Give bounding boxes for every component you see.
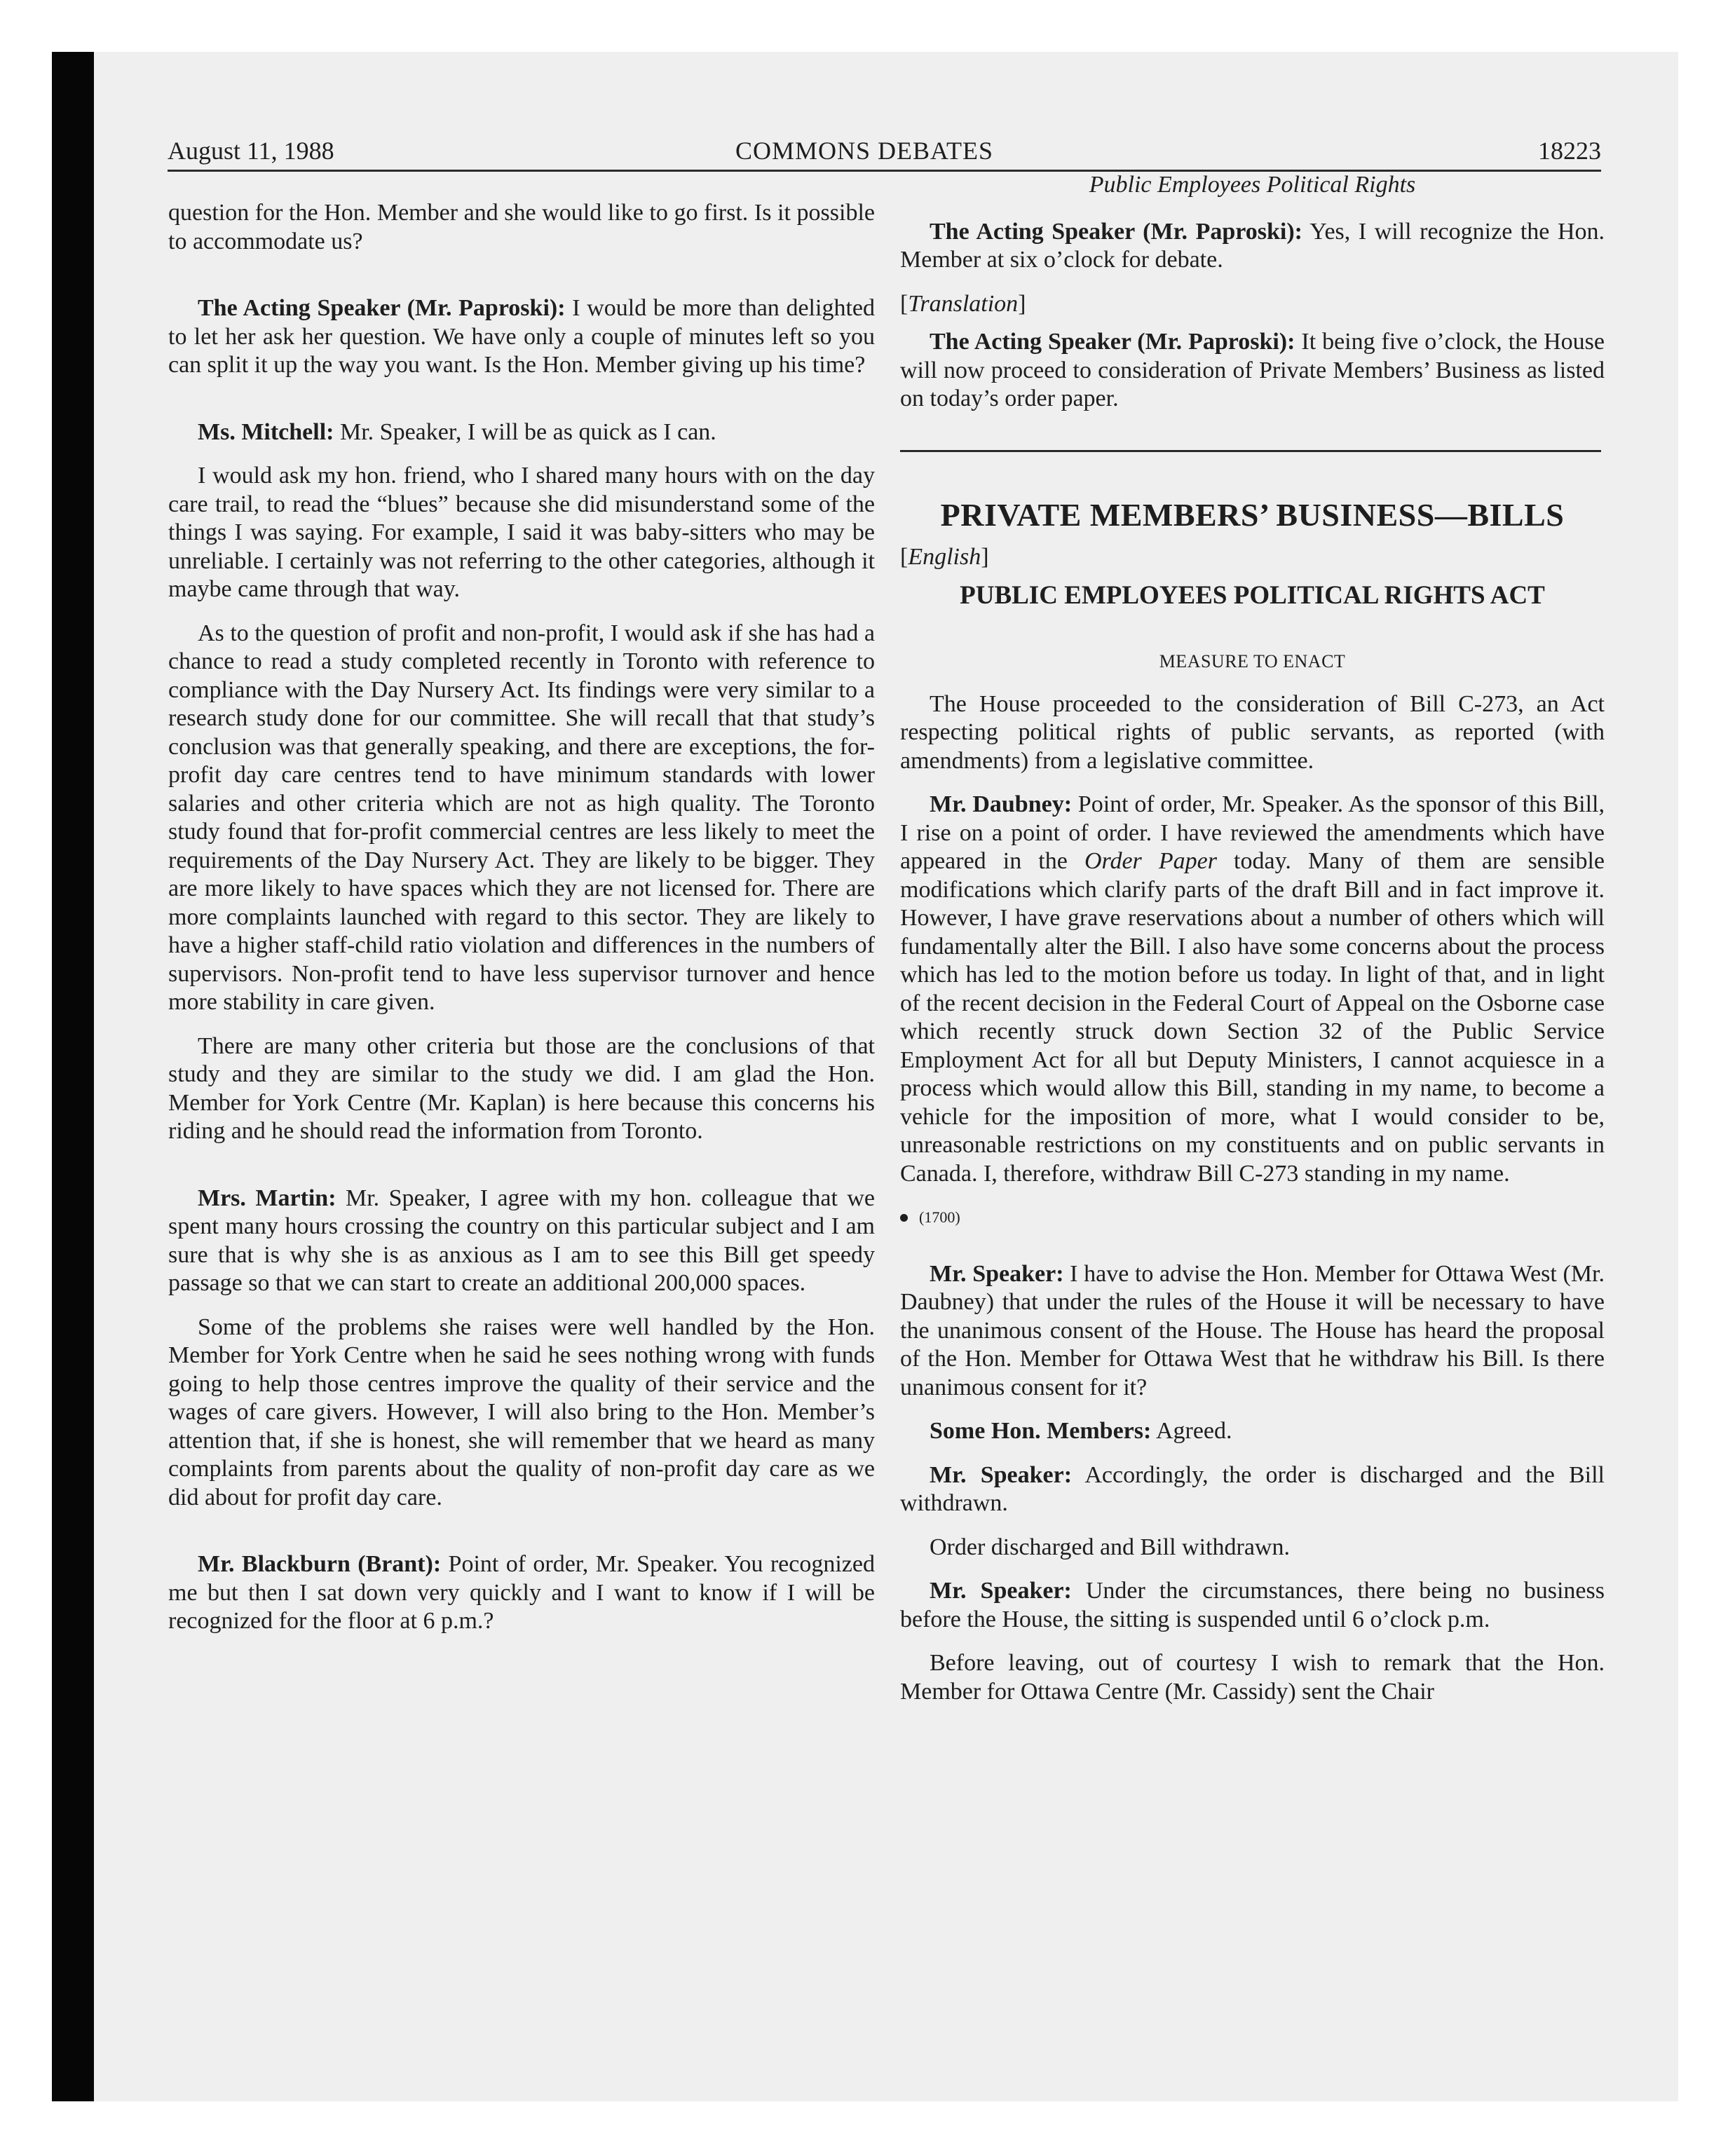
paragraph [168, 1550, 875, 1636]
translation-tag-text: Translation [908, 290, 1019, 317]
paragraph-text: Agreed. [1151, 1418, 1232, 1444]
time-mark [900, 1203, 1605, 1232]
speaker-name: Mr. Daubney: [930, 791, 1073, 817]
header-date: August 11, 1988 [168, 137, 334, 165]
speaker-name: Mrs. Martin: [198, 1185, 336, 1211]
paragraph [900, 1417, 1605, 1446]
paragraph-text: There are many other criteria but those are the conclusions of that study and they are similar to the study we did. I am glad the Hon. Member for York Centre (Mr. Kaplan) is here because this concerns his riding and he should read the information from Toronto. [168, 1032, 875, 1144]
paragraph-text: Before leaving, out of courtesy I wish to remark that the Hon. Member for Ottawa Centre (Mr. Cassidy) sent the Chair [900, 1650, 1605, 1705]
paragraph [168, 1185, 875, 1298]
left-column [168, 199, 875, 1651]
paragraph-text: It being five o’clock, the House will now proceed to consideration of Private Members’ Business as listed on today’s order paper. [900, 329, 1605, 411]
header-page-number: 18223 [1538, 137, 1601, 165]
paragraph-text: I would ask my hon. friend, who I shared many hours with on the day care trail, to read the “blues” because she did misunderstand some of the things I was saying. For example, I said it was baby-sitters who may be unreliable. I certainly was not referring to the other categories, although it maybe came through that way. [168, 463, 875, 602]
speaker-name: The Acting Speaker (Mr. Paproski): [930, 329, 1295, 355]
header-title: COMMONS DEBATES [735, 137, 994, 165]
paragraph-text: Order discharged and Bill withdrawn. [930, 1534, 1290, 1560]
time-mark-text: (1700) [919, 1208, 960, 1226]
paragraph-text: Point of order, Mr. Speaker. You recognized me but then I sat down very quickly and I want to know if I will be recognized for the floor at 6 p.m.? [168, 1551, 875, 1634]
intro-paragraph: The House proceeded to the consideration of Bill C-273, an Act respecting political rights of public servants, as reported (with amendments) from a legislative committee. [900, 690, 1605, 774]
english-tag-text: English [908, 544, 981, 570]
speaker-name: Ms. Mitchell: [198, 418, 334, 445]
page-header [168, 128, 1601, 172]
measure-heading: MEASURE TO ENACT [1159, 651, 1346, 671]
right-top-paragraphs [900, 218, 1605, 275]
section-divider [900, 450, 1601, 452]
speaker-name: Mr. Speaker: [930, 1461, 1073, 1488]
binding-shadow [52, 52, 94, 2101]
paragraph [900, 1461, 1605, 1518]
paragraph [900, 328, 1605, 414]
translation-tag: [Translation] [900, 290, 1026, 317]
daubney-italic: Order Paper [1084, 848, 1217, 874]
daubney-paragraph [900, 791, 1605, 1188]
speaker-name: The Acting Speaker (Mr. Paproski): [198, 295, 566, 321]
paragraph [168, 1032, 875, 1146]
paragraph-text: Mr. Speaker, I will be as quick as I can. [334, 418, 716, 445]
paragraph [168, 462, 875, 604]
paragraph [168, 1314, 875, 1513]
paragraph-text: Under the circumstances, there being no business before the House, the sitting is suspended until 6 o’clock p.m. [900, 1578, 1605, 1632]
paragraph [168, 620, 875, 1017]
subsection-title: PUBLIC EMPLOYEES POLITICAL RIGHTS ACT [960, 580, 1545, 610]
paragraph [168, 418, 875, 447]
running-title: Public Employees Political Rights [1089, 172, 1416, 198]
paragraph [168, 294, 875, 380]
paragraph-text: question for the Hon. Member and she would like to go first. Is it possible to accommodate us? [168, 200, 875, 254]
section-title: PRIVATE MEMBERS’ BUSINESS—BILLS [940, 496, 1565, 533]
paragraph [168, 199, 875, 256]
paragraph-text: I would be more than delighted to let her ask her question. We have only a couple of minutes left so you can split it up the way you want. Is the Hon. Member giving up his time? [168, 295, 875, 378]
paragraph [900, 1260, 1605, 1403]
paragraph-text: I have to advise the Hon. Member for Ottawa West (Mr. Daubney) that under the rules of the House it will be necessary to have the unanimous consent of the House. The House has heard the proposal of the Hon. Member for Ottawa West that he withdraw his Bill. Is there unanimous consent for it? [900, 1260, 1605, 1400]
right-column [900, 171, 1605, 1721]
speaker-name: Mr. Speaker: [930, 1578, 1072, 1604]
paragraph-text: Some of the problems she raises were well handled by the Hon. Member for York Centre when he said he sees nothing wrong with funds going to help those centres improve the quality of their service and the wages of care givers. However, I will also bring to the Hon. Member’s attention that, if she is honest, she will remember that we heard as many complaints from parents about the quality of non-profit day care as we did about for profit day care. [168, 1314, 875, 1510]
speaker-name: Mr. Blackburn (Brant): [198, 1551, 442, 1577]
paragraph-text: Mr. Speaker, I agree with my hon. colleague that we spent many hours crossing the country on this particular subject and I am sure that is why she is as anxious as I am to see this Bill get speedy passage so that we can start to create an additional 200,000 spaces. [168, 1185, 875, 1296]
paragraph [900, 1649, 1605, 1706]
daubney-text-after: today. Many of them are sensible modifications which clarify parts of the draft Bill and in fact improve it. However, I have grave reservations about a number of others which will fundamentally alter the Bill. I also have some concerns about the process which has led to the motion before us today. In light of that, and in light of the recent decision in the Federal Court of Appeal on the Osborne case which recently struck down Section 32 of the Public Service Employment Act for all but Deputy Ministers, I cannot acquiesce in a process which would allow this Bill, standing in my name, to become a vehicle for the imposition of more, what I would consider to be, unreasonable restrictions on my constituents and on public servants in Canada. I, therefore, withdraw Bill C-273 standing in my name. [900, 848, 1605, 1187]
speaker-name: Some Hon. Members: [930, 1418, 1152, 1444]
paragraph [900, 1577, 1605, 1634]
paragraph-text: As to the question of profit and non-profit, I would ask if she has had a chance to read a study completed recently in Toronto with reference to compliance with the Day Nursery Act. Its findings were very similar to a research study done for our committee. She will recall that that study’s conclusion was that generally speaking, and there are exceptions, the for-profit day care centres tend to have minimum standards with lower salaries and other criteria which are not as high quality. The Toronto study found that for-profit commercial centres are less likely to meet the requirements of the Day Nursery Act. They are likely to be bigger. They are more likely to have spaces which they are not licensed for. There are more complaints launched with regard to this sector. They are likely to have a higher staff-child ratio violation and differences in the numbers of supervisors. Non-profit tend to have less supervisor turnover and hence more stability in care given. [168, 620, 875, 1015]
bullet-icon [900, 1214, 908, 1222]
speaker-name: The Acting Speaker (Mr. Paproski): [930, 218, 1303, 245]
right-after-translation [900, 328, 1605, 414]
english-tag: [English] [900, 544, 989, 570]
right-closing-paragraphs [900, 1260, 1605, 1707]
speaker-name: Mr. Speaker: [930, 1260, 1064, 1287]
daubney-text-before: Point of order, Mr. Speaker. As the sponsor of this Bill, I rise on a point of order. I have reviewed the amendments which have appeared in the [900, 791, 1605, 874]
paragraph [900, 218, 1605, 275]
paragraph [900, 1534, 1605, 1562]
paragraph-text: Accordingly, the order is discharged and the Bill withdrawn. [900, 1461, 1605, 1516]
scanned-page [52, 52, 1678, 2101]
paragraph-text: Yes, I will recognize the Hon. Member at six o’clock for debate. [900, 218, 1605, 273]
